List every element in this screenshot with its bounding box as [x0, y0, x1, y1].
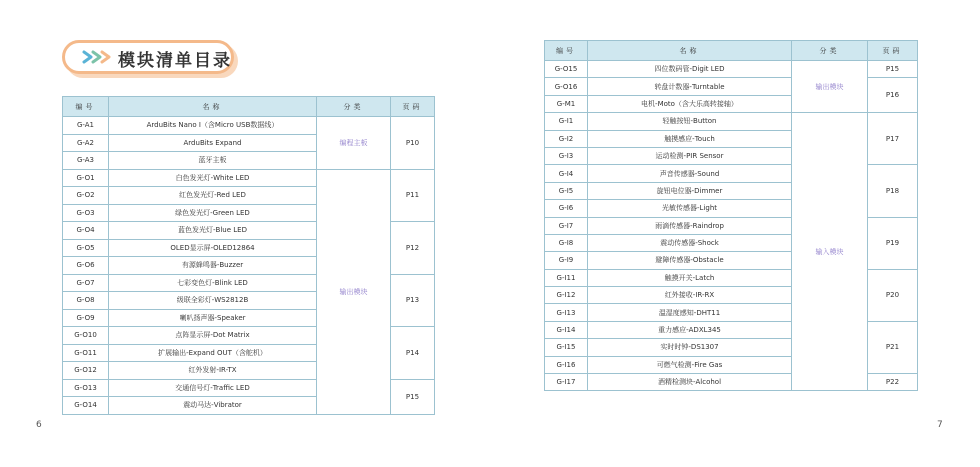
module-page: P22 — [868, 374, 918, 391]
module-name: 震动马达-Vibrator — [109, 397, 317, 415]
module-name: 运动检测-PIR Sensor — [588, 147, 792, 164]
module-name: 酒精检测块-Alcohol — [588, 374, 792, 391]
module-name: 电机-Moto（含大乐高转接轴） — [588, 95, 792, 112]
column-header-id: 编号 — [545, 41, 588, 61]
module-id: G-O8 — [63, 292, 109, 310]
module-id: G-O5 — [63, 239, 109, 257]
module-id: G-O15 — [545, 61, 588, 78]
module-name: 点阵显示屏-Dot Matrix — [109, 327, 317, 345]
module-id: G-O4 — [63, 222, 109, 240]
module-id: G-I15 — [545, 339, 588, 356]
module-table-right — [544, 40, 918, 391]
module-id: G-O11 — [63, 344, 109, 362]
module-page: P19 — [868, 217, 918, 269]
module-name: 四位数码管-Digit LED — [588, 61, 792, 78]
module-name: 红外发射-IR-TX — [109, 362, 317, 380]
page-number-left: 6 — [36, 420, 42, 430]
module-name: 七彩变色灯-Blink LED — [109, 274, 317, 292]
module-name: 喇叭扬声器-Speaker — [109, 309, 317, 327]
module-page: P17 — [868, 113, 918, 165]
module-name: 有源蜂鸣器-Buzzer — [109, 257, 317, 275]
table-row — [63, 117, 435, 135]
module-id: G-O13 — [63, 379, 109, 397]
module-page: P16 — [868, 78, 918, 113]
module-id: G-O6 — [63, 257, 109, 275]
module-name: 温湿度感知-DHT11 — [588, 304, 792, 321]
column-header-page: 页码 — [868, 41, 918, 61]
module-id: G-O3 — [63, 204, 109, 222]
module-page: P13 — [391, 274, 435, 327]
module-name: 实时时钟-DS1307 — [588, 339, 792, 356]
table-row — [545, 113, 918, 130]
chevron-arrows-icon — [82, 49, 112, 65]
module-category: 输入模块 — [792, 113, 868, 391]
module-id: G-I13 — [545, 304, 588, 321]
module-name: 触摸感应-Touch — [588, 130, 792, 147]
module-table-left — [62, 96, 435, 415]
module-id: G-I3 — [545, 147, 588, 164]
table-row — [545, 61, 918, 78]
module-name: 绿色发光灯-Green LED — [109, 204, 317, 222]
module-id: G-I14 — [545, 321, 588, 338]
module-page: P11 — [391, 169, 435, 222]
module-name: 震动传感器-Shock — [588, 234, 792, 251]
module-id: G-I1 — [545, 113, 588, 130]
module-name: 重力感应-ADXL345 — [588, 321, 792, 338]
module-name: 级联全彩灯-WS2812B — [109, 292, 317, 310]
column-header-page: 页码 — [391, 97, 435, 117]
module-name: 轻触按钮-Button — [588, 113, 792, 130]
module-id: G-I8 — [545, 234, 588, 251]
module-id: G-I11 — [545, 269, 588, 286]
module-name: 声音传感器-Sound — [588, 165, 792, 182]
module-id: G-O1 — [63, 169, 109, 187]
module-id: G-I2 — [545, 130, 588, 147]
module-id: G-A3 — [63, 152, 109, 170]
module-name: 扩展输出-Expand OUT（含舵机） — [109, 344, 317, 362]
module-page: P15 — [391, 379, 435, 414]
table-header-row — [545, 41, 918, 61]
page-number-right: 7 — [937, 420, 943, 430]
module-id: G-I9 — [545, 252, 588, 269]
section-title — [62, 40, 238, 78]
module-id: G-I6 — [545, 200, 588, 217]
module-page: P21 — [868, 321, 918, 373]
module-page: P10 — [391, 117, 435, 170]
module-id: G-O14 — [63, 397, 109, 415]
module-id: G-I5 — [545, 182, 588, 199]
module-name: 蓝牙主板 — [109, 152, 317, 170]
module-name: 避障传感器-Obstacle — [588, 252, 792, 269]
module-name: 可燃气检测-Fire Gas — [588, 356, 792, 373]
module-name: 转盘计数器-Turntable — [588, 78, 792, 95]
module-id: G-O10 — [63, 327, 109, 345]
module-id: G-O7 — [63, 274, 109, 292]
module-page: P15 — [868, 61, 918, 78]
column-header-name: 名称 — [588, 41, 792, 61]
module-id: G-O16 — [545, 78, 588, 95]
module-id: G-O2 — [63, 187, 109, 205]
module-name: 雨滴传感器-Raindrop — [588, 217, 792, 234]
module-id: G-A2 — [63, 134, 109, 152]
module-id: G-I4 — [545, 165, 588, 182]
module-category: 输出模块 — [317, 169, 391, 414]
module-id: G-A1 — [63, 117, 109, 135]
module-id: G-O9 — [63, 309, 109, 327]
module-page: P18 — [868, 165, 918, 217]
module-category: 输出模块 — [792, 61, 868, 113]
module-page: P20 — [868, 269, 918, 321]
module-id: G-I12 — [545, 287, 588, 304]
module-id: G-O12 — [63, 362, 109, 380]
column-header-id: 编号 — [63, 97, 109, 117]
module-id: G-M1 — [545, 95, 588, 112]
module-name: 光敏传感器-Light — [588, 200, 792, 217]
module-name: 交通信号灯-Traffic LED — [109, 379, 317, 397]
module-name: 红色发光灯-Red LED — [109, 187, 317, 205]
module-name: 红外接收-IR-RX — [588, 287, 792, 304]
module-page: P14 — [391, 327, 435, 380]
module-name: 白色发光灯-White LED — [109, 169, 317, 187]
module-name: 蓝色发光灯-Blue LED — [109, 222, 317, 240]
module-name: ArduBits Expand — [109, 134, 317, 152]
module-id: G-I7 — [545, 217, 588, 234]
module-category: 编程主板 — [317, 117, 391, 170]
module-name: ArduBits Nano I（含Micro USB数据线） — [109, 117, 317, 135]
column-header-category: 分类 — [792, 41, 868, 61]
module-page: P12 — [391, 222, 435, 275]
module-id: G-I16 — [545, 356, 588, 373]
module-id: G-I17 — [545, 374, 588, 391]
module-name: 触摸开关-Latch — [588, 269, 792, 286]
table-header-row — [63, 97, 435, 117]
column-header-category: 分类 — [317, 97, 391, 117]
module-name: OLED显示屏-OLED12864 — [109, 239, 317, 257]
column-header-name: 名称 — [109, 97, 317, 117]
module-name: 旋钮电位器-Dimmer — [588, 182, 792, 199]
page-title: 模块清单目录 — [118, 51, 232, 71]
table-row — [63, 169, 435, 187]
